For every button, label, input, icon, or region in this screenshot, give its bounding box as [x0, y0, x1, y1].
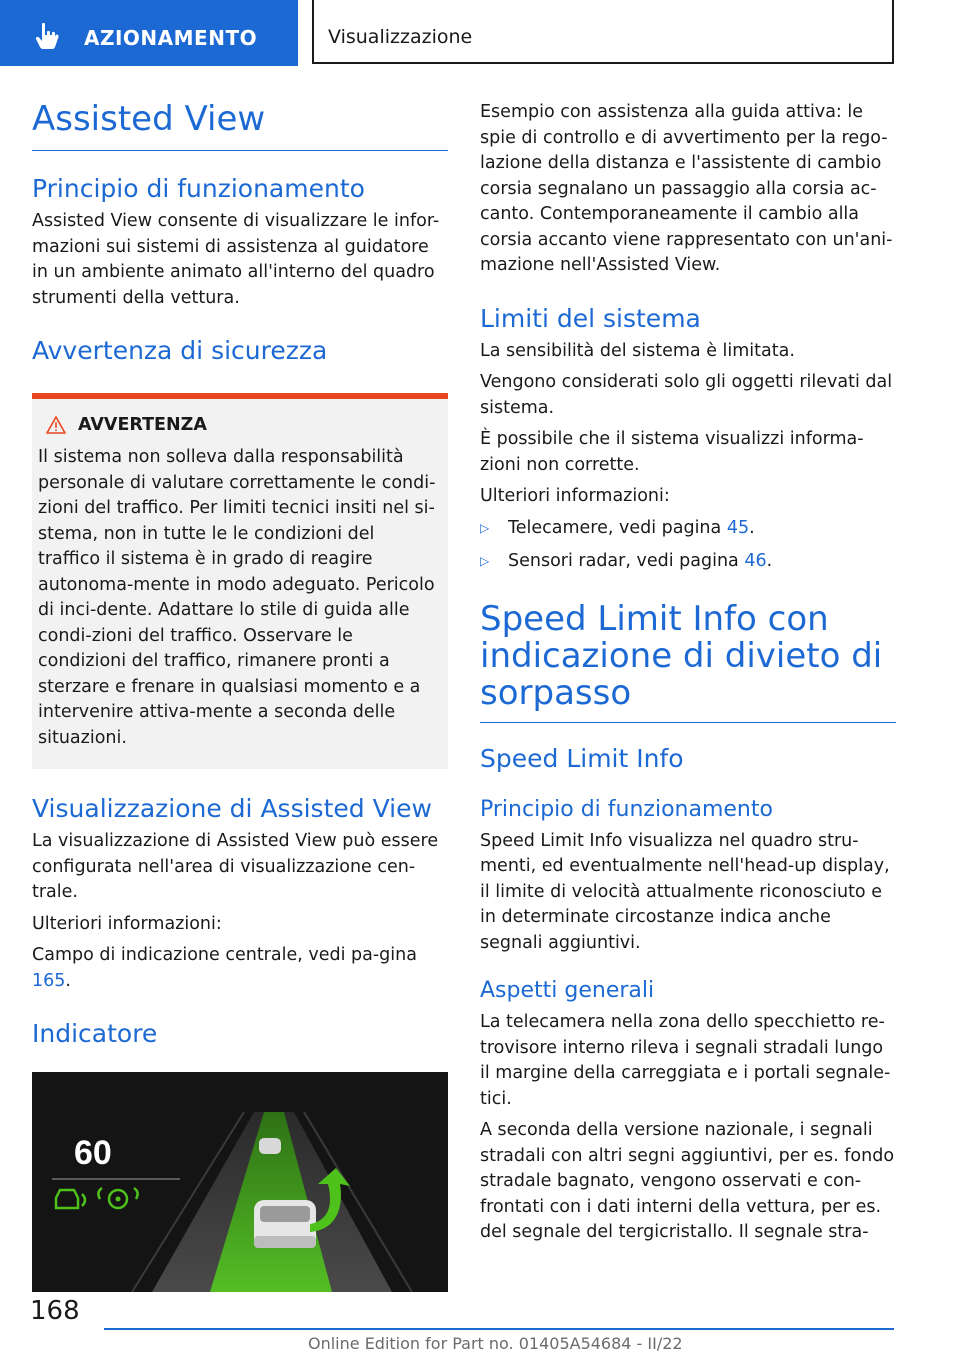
warning-triangle-icon — [46, 416, 66, 434]
heading-visualizzazione: Visualizzazione di Assisted View — [32, 794, 432, 823]
list-item — [480, 549, 896, 575]
warning-title: AVVERTENZA — [78, 415, 207, 435]
heading-avvertenza: Avvertenza di sicurezza — [32, 336, 328, 365]
paragraph-campo: Campo di indicazione centrale, vedi pa-gina 165. — [32, 945, 417, 991]
section-title: Assisted View — [32, 98, 448, 151]
edition-footer: Online Edition for Part no. 01405A54684 - II/22 — [308, 1334, 683, 1353]
paragraph-seconda: A seconda della versione nazionale, i segnali stradali con altri segni aggiuntivi, per es. fondo stradale bagnato, vengono osservati e con-frontati con i dati interni della vettura, per es. del segnale del tergicristallo. Il segnale stra- — [480, 1120, 895, 1242]
paragraph-sensibilita: La sensibilità del sistema è limitata. — [480, 340, 795, 361]
steering-assist-icon — [98, 1188, 137, 1208]
paragraph-ulteriori-right: Ulteriori informazioni: — [480, 486, 670, 506]
left-column — [32, 98, 448, 1292]
list-item-label: Sensori radar, vedi pagina — [508, 551, 745, 571]
right-column — [480, 100, 896, 1246]
heading-speed-limit-info: Speed Limit Info — [480, 743, 684, 773]
section-label: AZIONAMENTO — [84, 26, 258, 50]
list-item-text: Telecamere, vedi pagina 45. — [508, 517, 755, 538]
list-item-text: Sensori radar, vedi pagina 46. — [508, 551, 773, 571]
heading-principio: Principio di funzionamento — [32, 174, 365, 203]
footer-divider — [104, 1328, 894, 1330]
paragraph-visualizzazione: La visualizzazione di Assisted View può essere configurata nell'area di visualizzazione cen-trale. — [32, 831, 439, 902]
chapter-label: Visualizzazione — [328, 26, 473, 48]
page-link-165[interactable]: 165 — [32, 970, 66, 991]
paragraph-possibile: È possibile che il sistema visualizzi informa-zioni non corrette. — [480, 429, 864, 475]
section-tab[interactable] — [0, 0, 298, 66]
paragraph-ulteriori: Ulteriori informazioni: — [32, 913, 222, 934]
paragraph-vengono: Vengono considerati solo gli oggetti rilevati dal sistema. — [480, 372, 893, 418]
page-link-46[interactable]: 46 — [744, 551, 767, 571]
display-divider — [52, 1178, 180, 1180]
section-title-speed-limit: Speed Limit Info con indicazione di divieto di sorpasso — [480, 601, 896, 723]
lead-car — [259, 1138, 281, 1154]
paragraph-principio: Assisted View consente di visualizzare le infor-mazioni sui sistemi di assistenza al guidatore in un ambiente animato all'interno del quadro strumenti della vettura. — [32, 211, 440, 308]
warning-text: Il sistema non solleva dalla responsabilità personale di valutare correttamente le condi-zioni del traffico. Per limiti tecnici insiti nel si-stema, non in tutte le le condizioni del traffico il sistema è in grado di reagire autonoma-mente in modo adeguato. Pericolo di inci-dente. Adattare lo stile di guida alle condi-zioni del traffico. Osservare le condizioni del traffico, rimanere pronti a sterzare e frenare in qualsiasi momento e a intervenire attiva-mente a seconda delle situazioni. — [38, 447, 436, 748]
list-item-label: Telecamere, vedi pagina — [508, 517, 727, 538]
heading-aspetti: Aspetti generali — [480, 978, 655, 1003]
list-arrow-icon: ▷ — [480, 554, 490, 568]
page-link-45[interactable]: 45 — [726, 517, 750, 538]
heading-principio-right: Principio di funzionamento — [480, 796, 773, 822]
chapter-header — [312, 0, 894, 64]
campo-text: Campo di indicazione centrale, vedi pa-gina — [32, 945, 417, 965]
paragraph-telecamera: La telecamera nella zona dello specchietto re-trovisore interno rileva i segnali stradali lungo il margine della carreggiata e i portali segnale-tici. — [480, 1012, 891, 1109]
speed-readout: 60 — [74, 1134, 112, 1172]
hand-pointer-icon — [34, 22, 60, 50]
list-arrow-icon: ▷ — [480, 520, 490, 535]
distance-assist-icon — [56, 1190, 85, 1208]
heading-indicatore: Indicatore — [32, 1019, 158, 1048]
warning-box — [32, 393, 448, 769]
own-car — [254, 1200, 316, 1248]
paragraph-principio-right: Speed Limit Info visualizza nel quadro stru-menti, ed eventualmente nell'head-up display, il limite di velocità attualmente riconosciuto e in determinate circostanze indica anche segnali aggiuntivi. — [480, 830, 890, 953]
paragraph-esempio: Esempio con assistenza alla guida attiva: le spie di controllo e di avvertimento per la rego-lazione della distanza e l'assistente di cambio corsia segnalano un passaggio alla corsia ac-canto. Contemporaneamente il cambio alla corsia accanto viene rappresentato con un'ani-mazione nell'Assisted View. — [480, 102, 893, 275]
warning-title-row — [46, 413, 438, 437]
road-graphic — [32, 1072, 448, 1292]
page-number: 168 — [30, 1296, 80, 1326]
heading-limiti: Limiti del sistema — [480, 303, 701, 333]
assisted-view-display — [32, 1072, 448, 1292]
reference-list — [480, 516, 896, 575]
list-item — [480, 516, 896, 542]
